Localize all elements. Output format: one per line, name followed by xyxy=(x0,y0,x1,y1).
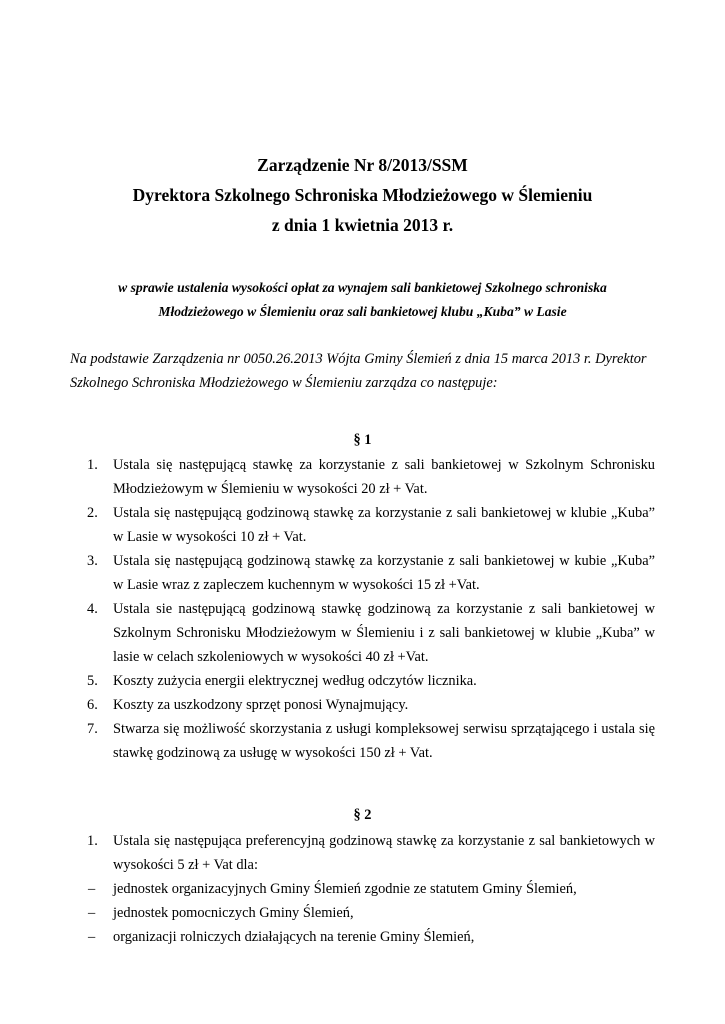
title-line-1: Zarządzenie Nr 8/2013/SSM xyxy=(257,155,468,175)
section-2-dash-list xyxy=(70,877,655,949)
title-line-2: Dyrektora Szkolnego Schroniska Młodzieżowego w Ślemieniu xyxy=(132,185,593,205)
list-item xyxy=(70,693,655,717)
dash-item-text: organizacji rolniczych działających na terenie Gminy Ślemień, xyxy=(113,929,475,945)
item-number: 4. xyxy=(87,601,98,617)
item-text: Ustala się następującą godzinową stawkę za korzystanie z sali bankietowej w kubie „Kuba” w Lasie wraz z zapleczem kuchennym w wysokości 15 zł +Vat. xyxy=(113,553,655,593)
legal-basis xyxy=(70,347,655,395)
section-2-list xyxy=(70,829,655,877)
item-text: Ustala się następującą stawkę za korzystanie z sali bankietowej w Szkolnym Schronisku Młodzieżowym w Ślemieniu w wysokości 20 zł + Vat. xyxy=(113,457,655,497)
item-number: 7. xyxy=(87,721,98,737)
list-item xyxy=(70,669,655,693)
dash-bullet: – xyxy=(88,881,96,897)
item-text: Ustala się następującą godzinową stawkę za korzystanie z sali bankietowej w klubie „Kuba” w Lasie w wysokości 10 zł + Vat. xyxy=(113,505,655,545)
item-number: 2. xyxy=(87,505,98,521)
dash-item-text: jednostek organizacyjnych Gminy Ślemień zgodnie ze statutem Gminy Ślemień, xyxy=(113,881,577,897)
dash-item xyxy=(70,925,655,949)
list-item xyxy=(70,453,655,501)
section-2-heading: § 2 xyxy=(353,807,372,823)
dash-bullet: – xyxy=(88,929,96,945)
document-subject xyxy=(70,276,655,324)
dash-item xyxy=(70,901,655,925)
dash-bullet: – xyxy=(88,905,96,921)
document-title xyxy=(0,150,725,240)
item-text: Koszty za uszkodzony sprzęt ponosi Wynajmujący. xyxy=(113,697,409,713)
list-item xyxy=(70,717,655,765)
item-number: 1. xyxy=(87,833,98,849)
item-number: 1. xyxy=(87,457,98,473)
item-text: Stwarza się możliwość skorzystania z usługi kompleksowej serwisu sprzątającego i ustala się stawkę godzinową za usługę w wysokości 150 zł + Vat. xyxy=(113,721,655,761)
list-item xyxy=(70,501,655,549)
section-1-heading: § 1 xyxy=(353,432,372,448)
list-item xyxy=(70,597,655,669)
basis-line-1: Na podstawie Zarządzenia nr 0050.26.2013 Wójta Gminy Ślemień z dnia 15 marca 2013 r. Dyrektor xyxy=(70,351,647,367)
item-number: 5. xyxy=(87,673,98,689)
basis-line-2: Szkolnego Schroniska Młodzieżowego w Ślemieniu zarządza co następuje: xyxy=(70,375,498,391)
section-1-list xyxy=(70,453,655,765)
list-item xyxy=(70,549,655,597)
item-text: Koszty zużycia energii elektrycznej według odczytów licznika. xyxy=(113,673,477,689)
item-number: 6. xyxy=(87,697,98,713)
item-text: Ustala się następująca preferencyjną godzinową stawkę za korzystanie z sal bankietowych w wysokości 5 zł + Vat dla: xyxy=(113,833,655,873)
item-text: Ustala sie następującą godzinową stawkę godzinową za korzystanie z sali bankietowej w Szkolnym Schronisku Młodzieżowym w Ślemieniu i z sali bankietowej w klubie „Kuba” w lasie w celach szkoleniowych w wysokości 40 zł +Vat. xyxy=(113,601,655,665)
dash-item xyxy=(70,877,655,901)
title-line-3: z dnia 1 kwietnia 2013 r. xyxy=(271,215,454,235)
dash-item-text: jednostek pomocniczych Gminy Ślemień, xyxy=(113,905,354,921)
subject-line-2: Młodzieżowego w Ślemieniu oraz sali bankietowej klubu „Kuba” w Lasie xyxy=(158,304,567,319)
list-item xyxy=(70,829,655,877)
subject-line-1: w sprawie ustalenia wysokości opłat za wynajem sali bankietowej Szkolnego schroniska xyxy=(118,280,607,295)
item-number: 3. xyxy=(87,553,98,569)
